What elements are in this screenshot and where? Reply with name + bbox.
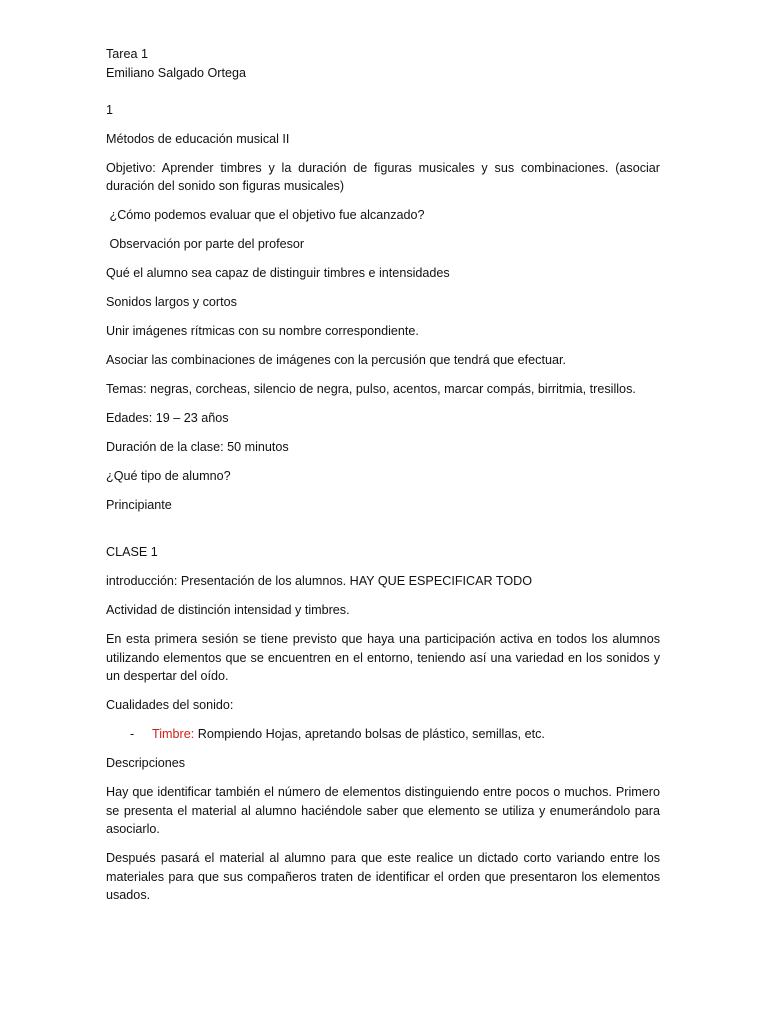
criteria-item: Sonidos largos y cortos (106, 295, 237, 309)
class-title: CLASE 1 (106, 545, 158, 559)
student-type-question: ¿Qué tipo de alumno? (106, 469, 231, 483)
author-name: Emiliano Salgado Ortega (106, 65, 247, 80)
timbre-description: Rompiendo Hojas, apretando bolsas de plástico, semillas, etc. (194, 727, 545, 741)
class-intro: introducción: Presentación de los alumnos. HAY QUE ESPECIFICAR TODO (106, 574, 533, 588)
descriptions-heading: Descripciones (106, 756, 186, 770)
qualities-label: Cualidades del sonido: (106, 698, 234, 712)
timbre-bullet (106, 725, 660, 744)
criteria-item: Unir imágenes rítmicas con su nombre correspondiente. (106, 324, 419, 338)
course-title: Métodos de educación musical II (106, 131, 290, 146)
blank-space (106, 525, 660, 543)
bullet-dash: - (130, 727, 135, 741)
duration-line: Duración de la clase: 50 minutos (106, 440, 289, 454)
objective-paragraph: Objetivo: Aprender timbres y la duración de figuras musicales y sus combinaciones. (asociar duración del sonido son figuras musicales) (106, 160, 660, 193)
session-paragraph: En esta primera sesión se tiene previsto que haya una participación activa en todos los alumnos utilizando elementos que se encuentren en el entorno, teniendo así una variedad en los sonidos y un despertar del oído. (106, 632, 660, 683)
student-type-answer: Principiante (106, 498, 172, 512)
timbre-label: Timbre: (152, 727, 195, 741)
class-activity: Actividad de distinción intensidad y timbres. (106, 603, 350, 617)
document-page (106, 45, 660, 915)
observation-line: Observación por parte del profesor (106, 237, 305, 251)
item-number: 1 (106, 102, 114, 117)
description-paragraph: Hay que identificar también el número de elementos distinguiendo entre pocos o muchos. Primero se presenta el material al alumno haciéndole saber que elemento se utiliza y enumerándolo para asociarlo. (106, 785, 660, 836)
criteria-item: Qué el alumno sea capaz de distinguir timbres e intensidades (106, 266, 450, 280)
topics-line: Temas: negras, corcheas, silencio de negra, pulso, acentos, marcar compás, birritmia, tresillos. (106, 382, 636, 396)
description-paragraph: Después pasará el material al alumno para que este realice un dictado corto variando entre los materiales para que sus compañeros traten de identificar el orden que presentaron los elementos usados. (106, 851, 660, 902)
criteria-item: Asociar las combinaciones de imágenes con la percusión que tendrá que efectuar. (106, 353, 566, 367)
timbre-bullet-text (152, 725, 545, 744)
evaluation-question: ¿Cómo podemos evaluar que el objetivo fue alcanzado? (106, 208, 425, 222)
ages-line: Edades: 19 – 23 años (106, 411, 229, 425)
blank-line (106, 82, 660, 101)
task-title: Tarea 1 (106, 47, 149, 61)
